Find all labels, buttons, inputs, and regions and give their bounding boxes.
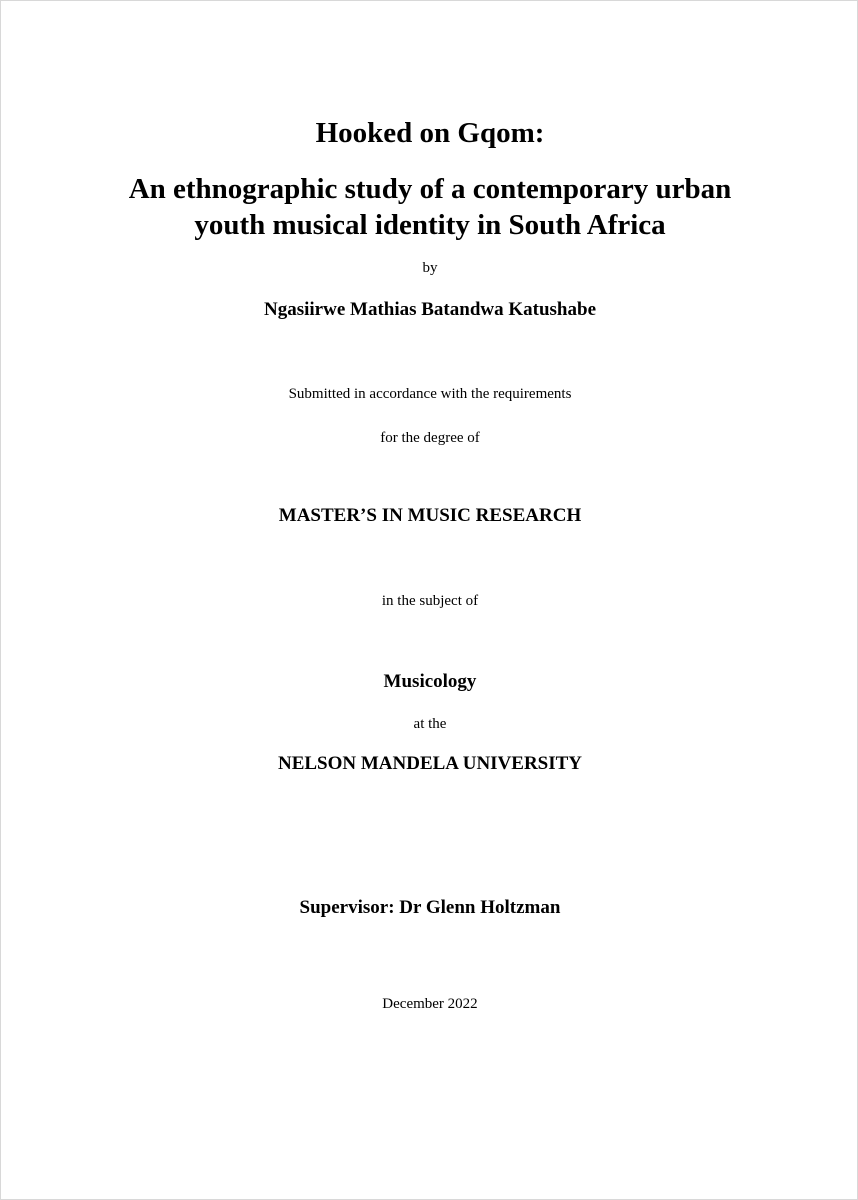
by-text: by <box>422 260 438 276</box>
submission-statement-line-1: Submitted in accordance with the requirements <box>288 386 572 402</box>
author-name: Ngasiirwe Mathias Batandwa Katushabe <box>264 299 596 320</box>
university-name: NELSON MANDELA UNIVERSITY <box>277 753 583 774</box>
subject-intro-text: in the subject of <box>381 593 479 609</box>
thesis-subtitle <box>1 171 858 243</box>
submission-statement-line-2: for the degree of <box>380 430 480 446</box>
thesis-subtitle-line-1: An ethnographic study of a contemporary urban <box>128 173 732 205</box>
degree-name: MASTER’S IN MUSIC RESEARCH <box>278 505 582 526</box>
thesis-title: Hooked on Gqom: <box>315 117 545 149</box>
at-the-text: at the <box>413 716 447 732</box>
thesis-subtitle-line-2: youth musical identity in South Africa <box>194 209 666 241</box>
supervisor-line: Supervisor: Dr Glenn Holtzman <box>299 897 561 918</box>
subject-name: Musicology <box>383 671 477 692</box>
submission-date: December 2022 <box>382 996 478 1012</box>
